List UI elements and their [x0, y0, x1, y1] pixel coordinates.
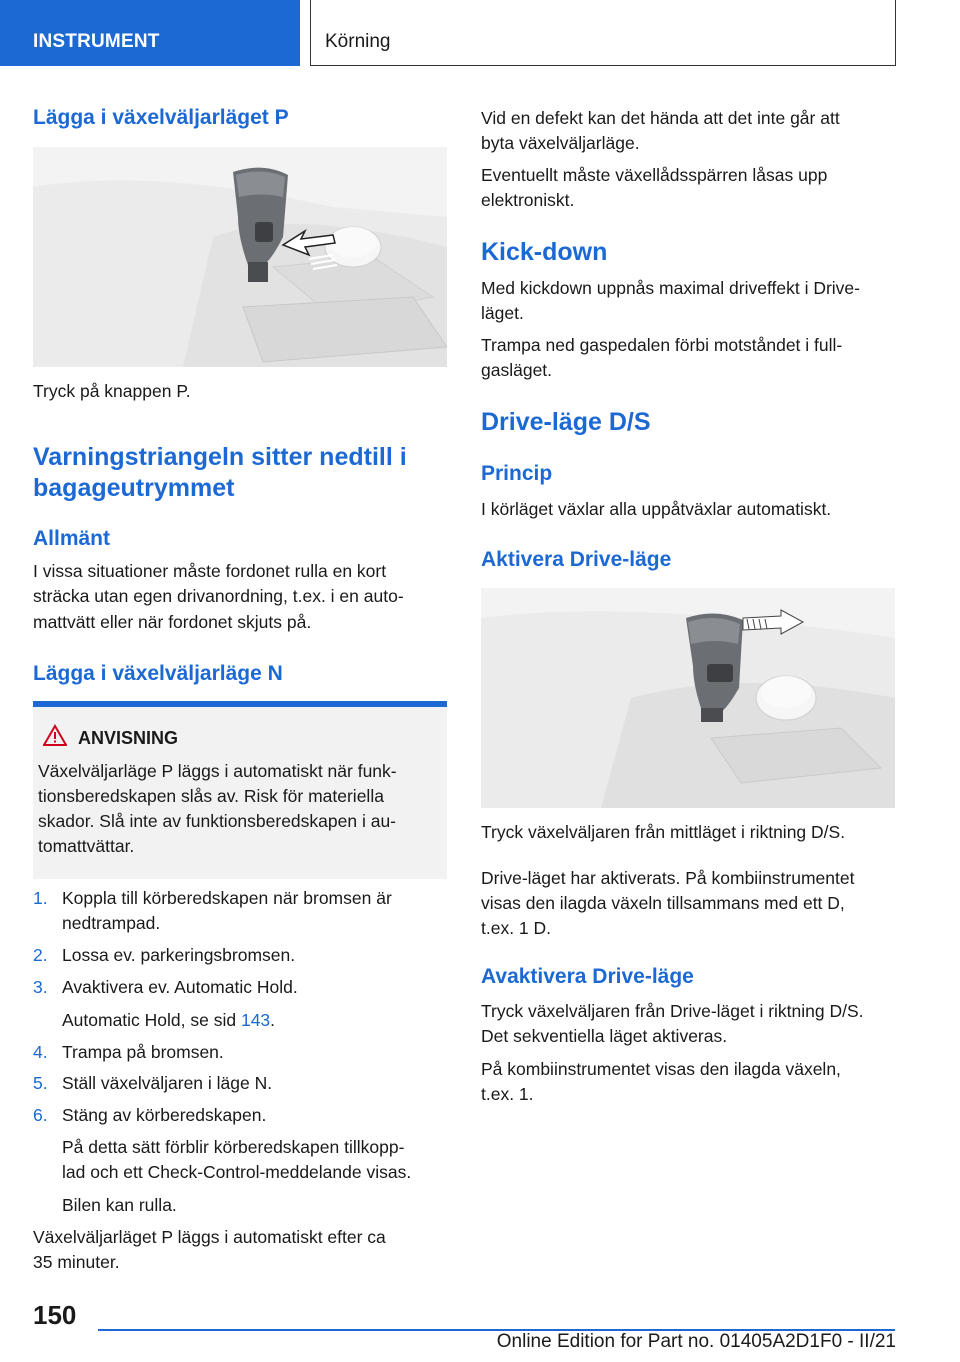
chapter-title: Körning [325, 31, 391, 52]
page-number: 150 [33, 1300, 77, 1330]
image-caption: Tryck på knappen P. [33, 381, 191, 401]
deactivate-line2: Det sekventiella läget aktiveras. [481, 1026, 728, 1046]
step-number: 3. [33, 977, 48, 997]
step-text: Koppla till körberedskapen när bromsen är [62, 888, 392, 908]
heading-general: Allmänt [33, 527, 111, 550]
activate-line1: Drive-läget har aktiverats. På kombiinstrumentet [481, 868, 855, 888]
notice-line: tomattvättar. [38, 836, 135, 856]
step-subtext: På detta sätt förblir körberedskapen tillkopp- [62, 1137, 405, 1157]
kickdown-line1: Med kickdown uppnås maximal driveffekt i Drive- [481, 278, 860, 298]
step-text: Lossa ev. parkeringsbromsen. [62, 945, 296, 965]
heading-park: Lägga i växelväljarläget P [33, 106, 289, 129]
step-number: 6. [33, 1105, 48, 1125]
deactivate-line1: Tryck växelväljaren från Drive-läget i riktning D/S. [481, 1001, 864, 1021]
step-subtext-suffix: . [270, 1010, 276, 1030]
general-text-line2: sträcka utan egen drivanordning, t.ex. i en auto- [33, 586, 404, 606]
heading-kickdown: Kick-down [481, 238, 608, 266]
notice-line: skador. Slå inte av funktionsberedskapen i au- [38, 811, 396, 831]
kickdown2-line1: Trampa ned gaspedalen förbi motståndet i full- [481, 335, 843, 355]
heading-principle: Princip [481, 462, 553, 485]
step-text: nedtrampad. [62, 913, 161, 933]
principle-text: I körläget växlar alla uppåtväxlar automatiskt. [481, 499, 832, 519]
notice-text [38, 759, 438, 859]
gear-selector-park-image [33, 147, 447, 367]
tail-text-line1: Växelväljarläget P läggs i automatiskt efter ca [33, 1227, 386, 1247]
page-reference-link[interactable]: 143 [240, 1010, 271, 1030]
deactivate2-line1: På kombiinstrumentet visas den ilagda växeln, [481, 1059, 841, 1079]
section-tab [0, 0, 300, 66]
step-subtext [62, 1008, 275, 1033]
heading-activate-drive: Aktivera Drive-läge [481, 548, 672, 571]
step-number: 2. [33, 945, 48, 965]
step-subtext-prefix: Automatic Hold, se sid [62, 1010, 241, 1030]
intro2-line2: elektroniskt. [481, 190, 575, 210]
general-text-line3: mattvätt eller när fordonet skjuts på. [33, 612, 312, 632]
intro2-line1: Eventuellt måste växellådsspärren låsas upp [481, 165, 828, 185]
kickdown2-line2: gasläget. [481, 360, 553, 380]
step-number: 4. [33, 1042, 48, 1062]
step-subtext: lad och ett Check-Control-meddelande visas. [62, 1162, 412, 1182]
activate-line3: t.ex. 1 D. [481, 918, 552, 938]
step-text: Trampa på bromsen. [62, 1042, 224, 1062]
heading-neutral: Lägga i växelväljarläge N [33, 662, 283, 685]
tail-text-line2: 35 minuter. [33, 1252, 120, 1272]
step-text: Avaktivera ev. Automatic Hold. [62, 977, 298, 997]
warning-icon [43, 724, 67, 746]
intro-line1: Vid en defekt kan det hända att det inte går att [481, 108, 840, 128]
gear-selector-drive-image [481, 588, 895, 808]
step-text: Ställ växelväljaren i läge N. [62, 1073, 273, 1093]
step-text: Stäng av körberedskapen. [62, 1105, 267, 1125]
general-text-line1: I vissa situationer måste fordonet rulla en kort [33, 561, 387, 581]
edition-footer: Online Edition for Part no. 01405A2D1F0 - II/21 [496, 1331, 896, 1352]
step-number: 1. [33, 888, 48, 908]
heading-drive-mode: Drive-läge D/S [481, 408, 651, 436]
step-number: 5. [33, 1073, 48, 1093]
step-subtext: Bilen kan rulla. [62, 1195, 177, 1215]
chapter-header [310, 0, 896, 66]
gear-selector-park-illustration [33, 147, 447, 367]
deactivate2-line2: t.ex. 1. [481, 1084, 534, 1104]
notice-line: Växelväljarläge P läggs i automatiskt när funk- [38, 761, 397, 781]
section-title: INSTRUMENT [33, 31, 160, 52]
heading-deactivate-drive: Avaktivera Drive-läge [481, 965, 694, 988]
notice-line: tionsberedskapen slås av. Risk för materiella [38, 786, 384, 806]
heading-warning-triangle-line1: Varningstriangeln sitter nedtill i [33, 443, 407, 471]
intro-line2: byta växelväljarläge. [481, 133, 640, 153]
heading-warning-triangle-line2: bagageutrymmet [33, 474, 235, 502]
notice-title: ANVISNING [78, 728, 179, 748]
activate-line2: visas den ilagda växeln tillsammans med ett D, [481, 893, 845, 913]
gear-selector-drive-illustration [481, 588, 895, 808]
kickdown-line2: läget. [481, 303, 524, 323]
image-caption: Tryck växelväljaren från mittläget i riktning D/S. [481, 822, 846, 842]
